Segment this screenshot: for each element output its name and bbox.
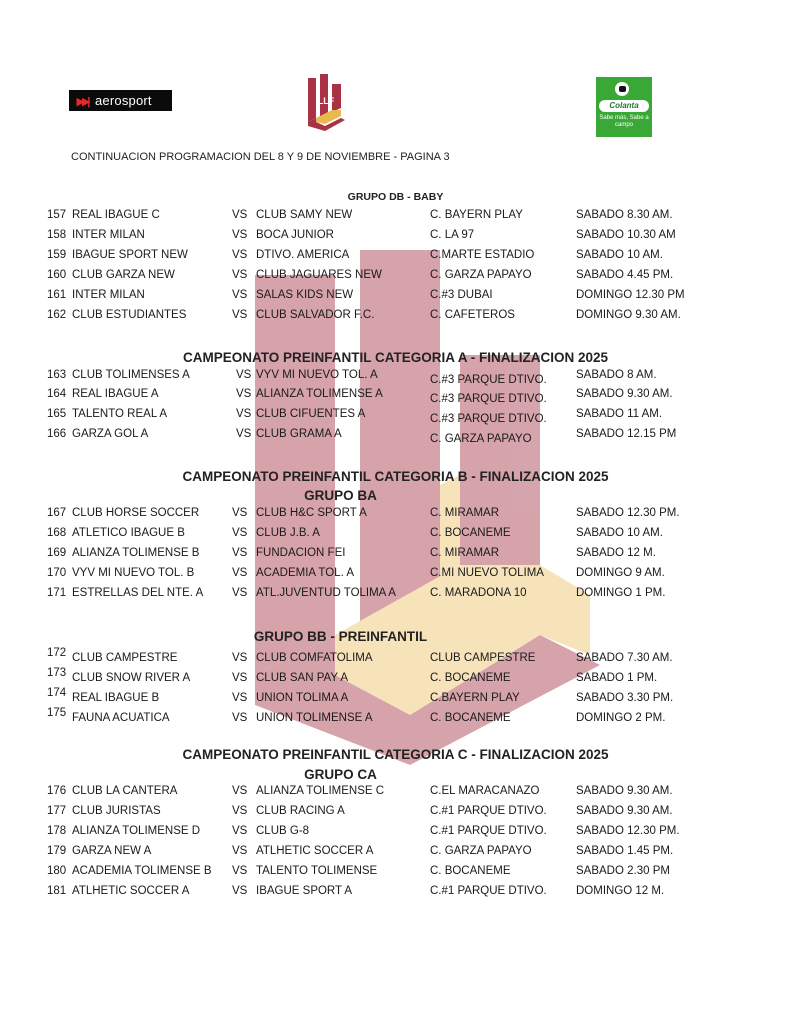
match-row: 177 CLUB JURISTAS VS CLUB RACING A C.#1 PARQUE DTIVO. SABADO 9.30 AM.	[47, 805, 673, 817]
match-row: 172 CLUB CAMPESTRE VS CLUB COMFATOLIMA CLUB CAMPESTRE SABADO 7.30 AM.	[47, 647, 673, 664]
colanta-brand: Colanta	[599, 100, 649, 112]
match-row: 181 ATLHETIC SOCCER A VS IBAGUE SPORT A C.#1 PARQUE DTIVO. DOMINGO 12 M.	[47, 885, 665, 897]
match-row: 176 CLUB LA CANTERA VS ALIANZA TOLIMENSE C C.EL MARACANAZO SABADO 9.30 AM.	[47, 785, 673, 797]
match-row: 169 ALIANZA TOLIMENSE B VS FUNDACION FEI C. MIRAMAR SABADO 12 M.	[47, 547, 656, 559]
match-row: 166 GARZA GOL A VS CLUB GRAMA A C. GARZA PAPAYO SABADO 12.15 PM	[47, 428, 677, 445]
section-title-bb: GRUPO BB - PREINFANTIL	[253, 629, 428, 644]
section-title-cat-c: CAMPEONATO PREINFANTIL CATEGORIA C - FINALIZACION 2025	[182, 747, 609, 762]
match-row: 162 CLUB ESTUDIANTES VS CLUB SALVADOR F.C. C. CAFETEROS DOMINGO 9.30 AM.	[47, 309, 681, 321]
section-title-cat-a: CAMPEONATO PREINFANTIL CATEGORIA A - FINALIZACION 2025	[182, 350, 609, 365]
match-row: 159 IBAGUE SPORT NEW VS DTIVO. AMERICA C.MARTE ESTADIO SABADO 10 AM.	[47, 249, 663, 261]
match-row: 158 INTER MILAN VS BOCA JUNIOR C. LA 97 SABADO 10.30 AM	[47, 229, 676, 241]
match-row: 165 TALENTO REAL A VS CLUB CIFUENTES A C.#3 PARQUE DTIVO. SABADO 11 AM.	[47, 408, 663, 425]
match-row: 179 GARZA NEW A VS ATLHETIC SOCCER A C. GARZA PAPAYO SABADO 1.45 PM.	[47, 845, 674, 857]
group-title-ba: GRUPO BA	[304, 488, 377, 503]
match-row: 178 ALIANZA TOLIMENSE D VS CLUB G-8 C.#1 PARQUE DTIVO. SABADO 12.30 PM.	[47, 825, 680, 837]
match-row: 163 CLUB TOLIMENSES A VS VYV MI NUEVO TOL. A C.#3 PARQUE DTIVO. SABADO 8 AM.	[47, 369, 657, 386]
colanta-logo	[596, 77, 652, 137]
match-row: 180 ACADEMIA TOLIMENSE B VS TALENTO TOLIMENSE C. BOCANEME SABADO 2.30 PM	[47, 865, 670, 877]
page-subtitle: CONTINUACION PROGRAMACION DEL 8 Y 9 DE NOVIEMBRE - PAGINA 3	[71, 151, 450, 163]
match-row: 157 REAL IBAGUE C VS CLUB SAMY NEW C. BAYERN PLAY SABADO 8.30 AM.	[47, 209, 673, 221]
match-row: 168 ATLETICO IBAGUE B VS CLUB J.B. A C. BOCANEME SABADO 10 AM.	[47, 527, 663, 539]
match-row: 160 CLUB GARZA NEW VS CLUB JAGUARES NEW C. GARZA PAPAYO SABADO 4.45 PM.	[47, 269, 674, 281]
crest-mark-text: LLF	[317, 96, 335, 106]
group-title-ca: GRUPO CA	[304, 767, 377, 782]
section-title-db: GRUPO DB - BABY	[347, 191, 444, 203]
section-title-cat-b: CAMPEONATO PREINFANTIL CATEGORIA B - FINALIZACION 2025	[182, 469, 609, 484]
match-row: 161 INTER MILAN VS SALAS KIDS NEW C.#3 DUBAI DOMINGO 12.30 PM	[47, 289, 685, 301]
aerosport-logo: ▶▶| aerosport	[69, 90, 172, 111]
fast-forward-icon: ▶▶|	[76, 96, 88, 108]
match-row: 175 FAUNA ACUATICA VS UNION TOLIMENSE A C. BOCANEME DOMINGO 2 PM.	[47, 707, 666, 724]
match-row: 171 ESTRELLAS DEL NTE. A VS ATL.JUVENTUD TOLIMA A C. MARADONA 10 DOMINGO 1 PM.	[47, 587, 666, 599]
cow-icon	[619, 86, 626, 92]
match-row: 173 CLUB SNOW RIVER A VS CLUB SAN PAY A C. BOCANEME SABADO 1 PM.	[47, 667, 658, 684]
match-row: 170 VYV MI NUEVO TOL. B VS ACADEMIA TOL. A C.MI NUEVO TOLIMA DOMINGO 9 AM.	[47, 567, 665, 579]
colanta-slogan: Sabe más, Sabe a campo	[599, 115, 649, 128]
match-row: 167 CLUB HORSE SOCCER VS CLUB H&C SPORT A C. MIRAMAR SABADO 12.30 PM.	[47, 507, 680, 519]
league-crest-logo	[305, 74, 347, 132]
match-row: 174 REAL IBAGUE B VS UNION TOLIMA A C.BAYERN PLAY SABADO 3.30 PM.	[47, 687, 674, 704]
match-row: 164 REAL IBAGUE A VS ALIANZA TOLIMENSE A C.#3 PARQUE DTIVO. SABADO 9.30 AM.	[47, 388, 673, 405]
